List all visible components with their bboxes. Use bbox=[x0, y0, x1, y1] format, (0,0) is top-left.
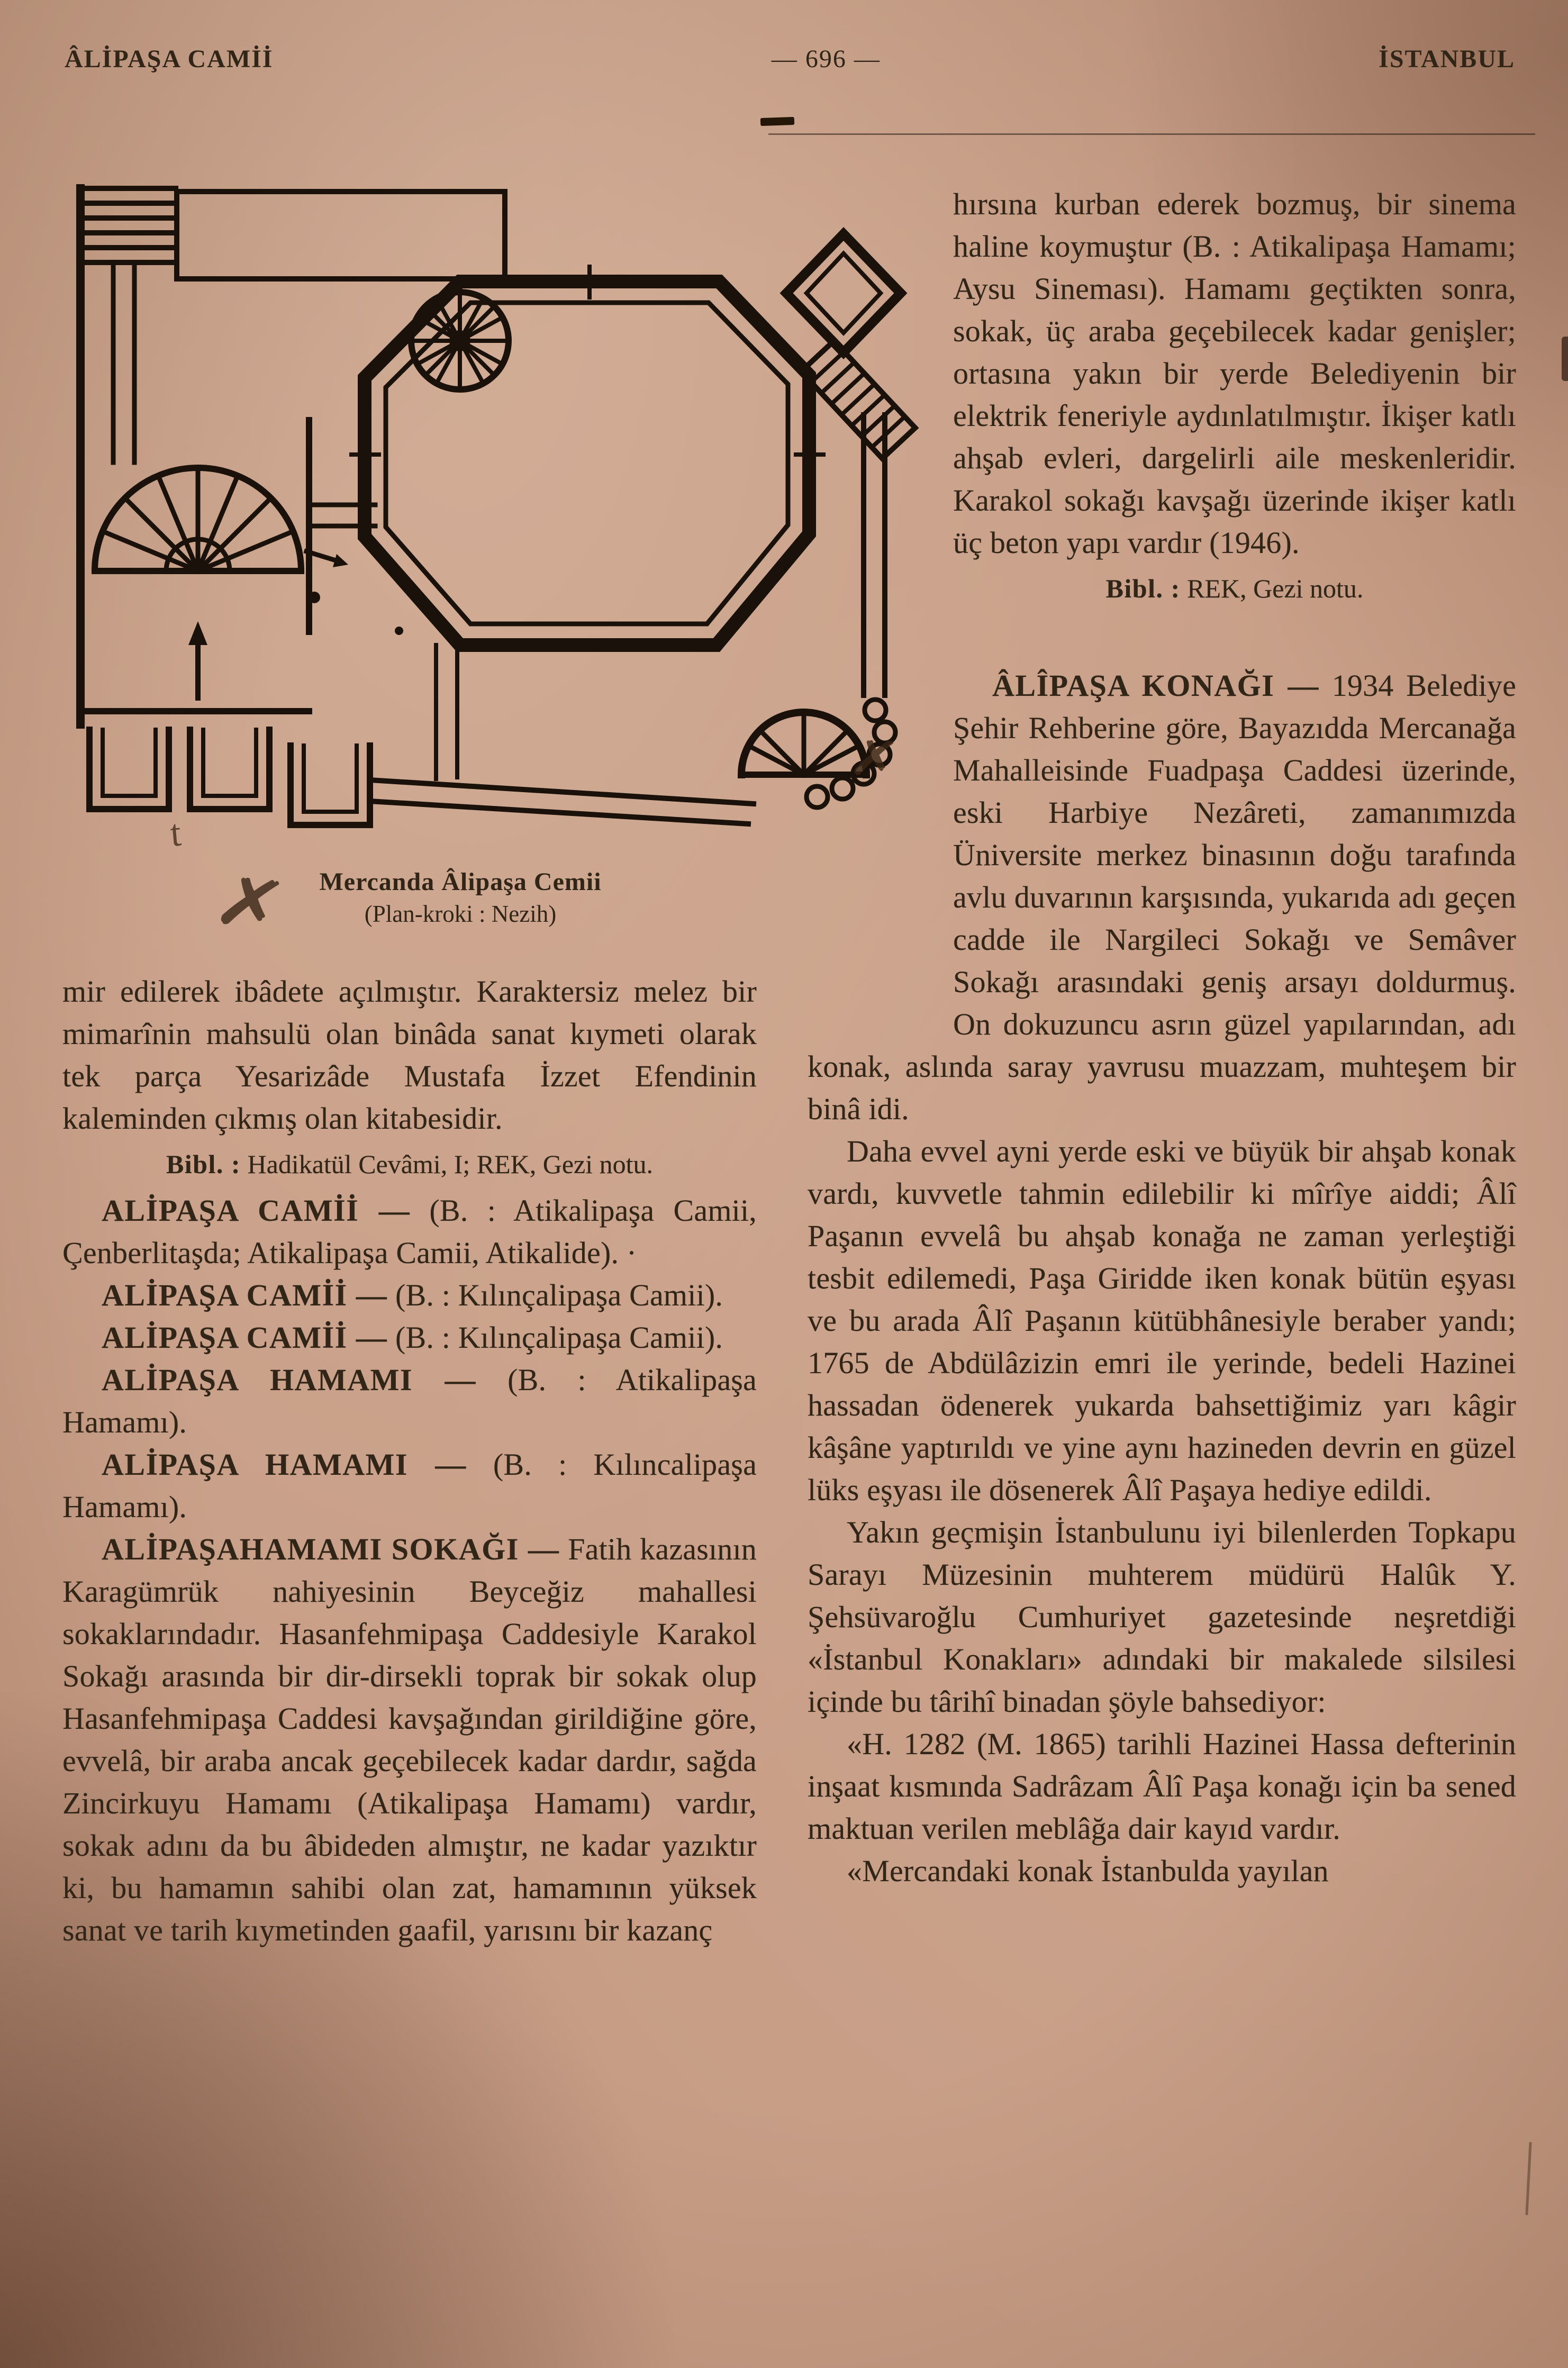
two-column-body bbox=[62, 159, 1516, 1952]
entry-text: (B. : Atikalipaşa Camii, Çenberlitaşda; Atikalipaşa Camii, Atikalide). · bbox=[62, 1193, 757, 1270]
running-title-left: ÂLİPAŞA CAMİİ bbox=[65, 45, 274, 73]
entry-paragraph bbox=[62, 1190, 757, 1274]
pencil-x-mark: ✗ bbox=[846, 727, 903, 791]
figure-caption-subtitle: (Plan-kroki : Nezih) bbox=[364, 901, 557, 927]
paragraph: «Mercandaki konak İstanbulda yayılan bbox=[847, 1854, 1329, 1888]
left-wall-double bbox=[113, 262, 134, 462]
annex-rooms bbox=[89, 730, 370, 825]
figure-caption-title: Mercanda Âlipaşa Cemii bbox=[319, 868, 602, 896]
pencil-t-mark: t bbox=[168, 811, 183, 855]
corner-diamond-room bbox=[786, 234, 901, 352]
entry-headword: ÂLÎPAŞA KONAĞI — bbox=[992, 668, 1319, 703]
entry-paragraph bbox=[62, 1444, 757, 1528]
entry-text: (B. : Atikalipaşa Hamamı). bbox=[62, 1363, 757, 1439]
left-column bbox=[62, 159, 757, 1952]
paragraph: Yakın geçmişin İstanbulunu iyi bilenlerden Topkapu Sarayı Müzesinin muhterem müdürü Halûk Y. Şehsüvaroğlu Cumhuriyet gazetesinde neşretdiği «İstanbul Konakları» adındaki bir makalede silsilesi içinde bu târihî binadan şöyle bahsediyor: bbox=[808, 1515, 1516, 1719]
entry-text: 1934 Belediye Şehir Rehberine göre, Bayazıdda Mercanağa Mahalleisinde Fuadpaşa Caddesi üzerinde, eski Harbiye Nezâreti, zamanımızda Üniversite merkez binasının doğu tarafında avlu duvarının karşısında, yukarıda adı geçen cadde ile Nargileci Sokağı ve Semâver Sokağı arasındaki geniş arsayı doldurmuş. On dokuzuncu asrın güzel yapılarından, adı konak, aslında saray yavrusu muazzam, muhteşem bir binâ idi. bbox=[808, 668, 1517, 1126]
floor-plan-svg bbox=[66, 166, 933, 859]
bibl-text: Hadikatül Cevâmi, I; REK, Gezi notu. bbox=[247, 1149, 654, 1179]
direction-arrow-up bbox=[188, 621, 207, 698]
stair-stripes bbox=[80, 188, 176, 262]
entry-paragraph bbox=[62, 1359, 757, 1444]
small-arrow bbox=[306, 551, 348, 567]
stair-hatch-band bbox=[801, 341, 916, 459]
entry-headword: ALİPAŞAHAMAMI SOKAĞI — bbox=[102, 1532, 560, 1566]
paragraph-continuation: mir edilerek ibâdete açılmıştır. Karaktersiz melez bir mimarînin mahsulü olan binâda sanat kıymeti olarak tek parça Yesarizâde Mustafa İzzet Efendinin kaleminden çıkmış olan kitabesidir. bbox=[62, 974, 757, 1136]
floor-plan-figure bbox=[62, 159, 930, 855]
running-title-right: İSTANBUL bbox=[1379, 45, 1515, 73]
wall-ticks bbox=[351, 267, 823, 779]
entry-headword: ALİPAŞA HAMAMI — bbox=[102, 1447, 467, 1482]
bottom-corridor bbox=[370, 780, 754, 824]
ink-mark bbox=[760, 117, 794, 126]
entry-text: (B. : Kılınçalipaşa Camii). bbox=[395, 1278, 723, 1312]
paragraph: «H. 1282 (M. 1865) tarihli Hazinei Hassa defterinin inşaat kısmında Sadrâzam Âlî Paşa konağı için ba sened maktuan verilen meblâğa dair kayıd vardır. bbox=[808, 1727, 1516, 1846]
page-number: — 696 — bbox=[771, 45, 881, 73]
entry-text: (B. : Kılıncalipaşa Hamamı). bbox=[62, 1447, 757, 1524]
scan-smudge bbox=[1562, 337, 1568, 381]
paragraph-continuation: hırsına kurban ederek bozmuş, bir sinema haline koymuştur (B. : Atikalipaşa Hamamı; Aysu Sineması). Hamamı geçtikten sonra, sokak, üç araba geçebilecek kadar genişler; ortasına yakın bir yerde Belediyenin bir elektrik feneriyle aydınlatılmıştır. İkişer katlı ahşab evleri, dargelirli aile meskenleridir. Karakol sokağı kavşağı üzerinde ikişer katlı üç beton yapı vardır (1946). bbox=[953, 187, 1516, 560]
entry-headword: ALİPAŞA CAMİİ — bbox=[102, 1320, 388, 1355]
entry-text: Fatih kazasının Karagümrük nahiyesinin Beyceğiz mahallesi sokaklarındadır. Hasanfehmipaşa Caddesiyle Karakol Sokağı arasında bir dir-dirsekli toprak bir sokak olup Hasanfehmipaşa Caddesi kavşağından girildiğine göre, evvelâ, bir araba ancak geçebilecek kadar dardır, sağda Zincirkuyu Hamamı (Atikalipaşa Hamamı) vardır, sokak adını da bu âbideden almıştır, ne kadar yazıktır ki, bu hamamın sahibi olan zat, hamamının yüksek sanat ve tarih kıymetinden gaafil, yarısını bir kazanç bbox=[62, 1532, 757, 1947]
entry-paragraph bbox=[62, 1528, 757, 1952]
rosette-wheel bbox=[411, 292, 509, 389]
entry-text: (B. : Kılınçalipaşa Camii). bbox=[395, 1320, 723, 1355]
ink-dots bbox=[309, 592, 403, 635]
entry-paragraph bbox=[62, 1274, 757, 1317]
bibl-text: REK, Gezi notu. bbox=[1187, 574, 1364, 603]
paragraph: Daha evvel ayni yerde eski ve büyük bir ahşab konak vardı, kuvvetle tahmin edilebilir ki mîrîye aiddi; Âlî Paşanın evvelâ bu ahşab konağa ne zaman yerleştiği tesbit edilemedi, Paşa Giridde iken konak bütün eşyası ve bu arada Âlî Paşanın kütübhânesiyle beraber yandı; 1765 de Abdülâzizin emri ile yerinde, bedeli Hazinei hassadan ödenerek yukarda bahsettiğimiz yarı kâgir kâşâne yaptırıldı ve yine aynı hazineden devrin en güzel lüks eşyası ile dösenerek Âlî Paşaya hediye edildi. bbox=[808, 1134, 1516, 1507]
central-hall-octagon bbox=[365, 282, 809, 645]
entry-headword: ALİPAŞA HAMAMI — bbox=[102, 1363, 476, 1397]
entry-paragraph bbox=[62, 1317, 757, 1359]
entry-headword: ALİPAŞA CAMİİ — bbox=[102, 1278, 388, 1312]
bibliography-line bbox=[62, 1147, 757, 1181]
page-header bbox=[65, 44, 1515, 74]
pencil-x-mark: ✗ bbox=[207, 857, 294, 950]
entry-headword: ALİPAŞA CAMİİ — bbox=[102, 1193, 411, 1228]
bibl-label: Bibl. : bbox=[1105, 574, 1181, 603]
top-hall-rectangle bbox=[177, 192, 505, 279]
pencil-mark bbox=[1525, 2142, 1531, 2215]
bibl-label: Bibl. : bbox=[166, 1149, 241, 1179]
header-rule bbox=[768, 133, 1535, 135]
